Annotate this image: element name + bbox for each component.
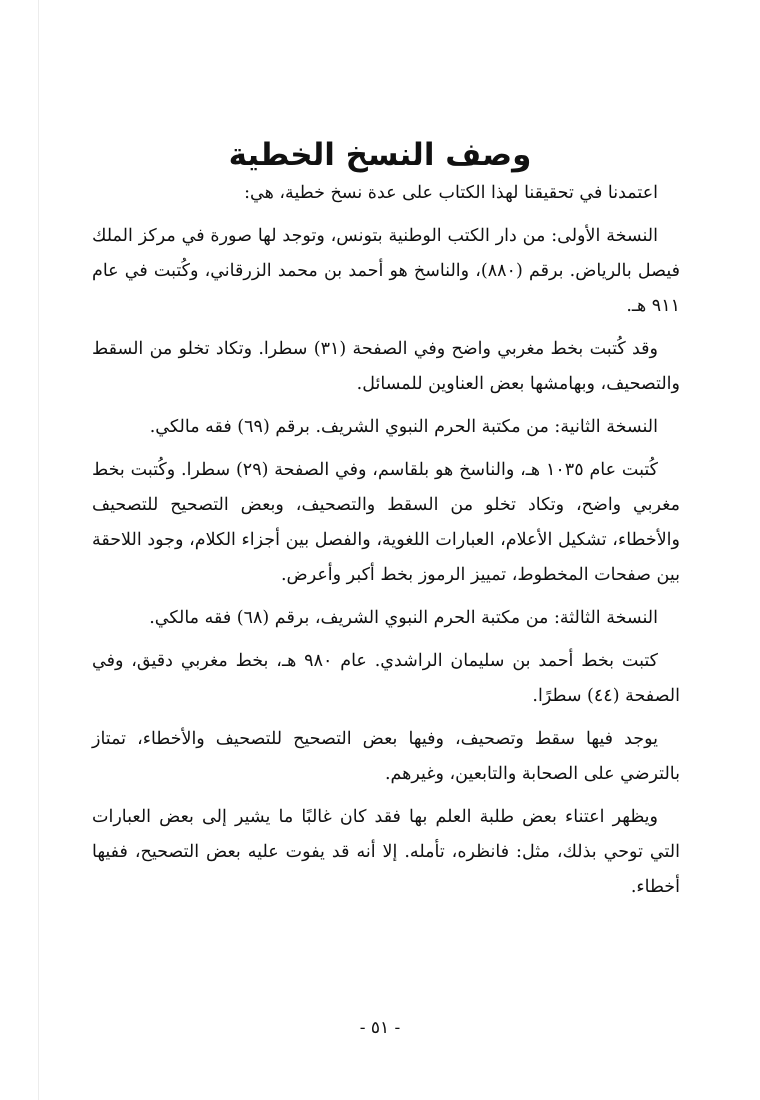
paragraph-third-copy-attention: ويظهر اعتناء بعض طلبة العلم بها فقد كان غالبًا ما يشير إلى بعض العبارات التي توحي بذلك، مثل: فانظره، تأمله. إلا أنه قد يفوت عليه بعض التصحيح، ففيها أخطاء. [92,807,680,897]
paragraph-first-copy-description: وقد كُتبت بخط مغربي واضح وفي الصفحة (٣١) سطرا. وتكاد تخلو من السقط والتصحيف، وبهامشها بعض العناوين للمسائل. [92,339,680,394]
paragraph-first-copy: النسخة الأولى: من دار الكتب الوطنية بتونس، وتوجد لها صورة في مركز الملك فيصل بالرياض. برقم (٨٨٠)، والناسخ هو أحمد بن محمد الزرقاني، وكُتبت في عام ٩١١ هـ. [92,226,680,316]
paragraph-second-copy-description: كُتبت عام ١٠٣٥ هـ، والناسخ هو بلقاسم، وفي الصفحة (٢٩) سطرا. وكُتبت بخط مغربي واضح، وتكاد تخلو من السقط والتصحيف، وبعض التصحيح للتصحيف والأخطاء، تشكيل الأعلام، العبارات اللغوية، والفصل بين أجزاء الكلام، وجود اللاحقة بين صفحات المخطوط، تمييز الرموز بخط أكبر وأعرض. [92,460,680,585]
paragraph-intro: اعتمدنا في تحقيقنا لهذا الكتاب على عدة نسخ خطية، هي: [244,183,658,203]
paragraph-third-copy: النسخة الثالثة: من مكتبة الحرم النبوي الشريف، برقم (٦٨) فقه مالكي. [149,608,658,628]
page-title: وصف النسخ الخطية [228,136,532,173]
page-number: - ٥١ - [359,1018,401,1038]
paragraph-third-copy-description: كتبت بخط أحمد بن سليمان الراشدي. عام ٩٨٠ هـ، بخط مغربي دقيق، وفي الصفحة (٤٤) سطرًا. [92,651,680,706]
paragraph-third-copy-errors: يوجد فيها سقط وتصحيف، وفيها بعض التصحيح للتصحيف والأخطاء، تمتاز بالترضي على الصحابة والتابعين، وغيرهم. [92,729,680,784]
paragraph-second-copy: النسخة الثانية: من مكتبة الحرم النبوي الشريف. برقم (٦٩) فقه مالكي. [149,417,658,437]
document-body [92,176,680,913]
